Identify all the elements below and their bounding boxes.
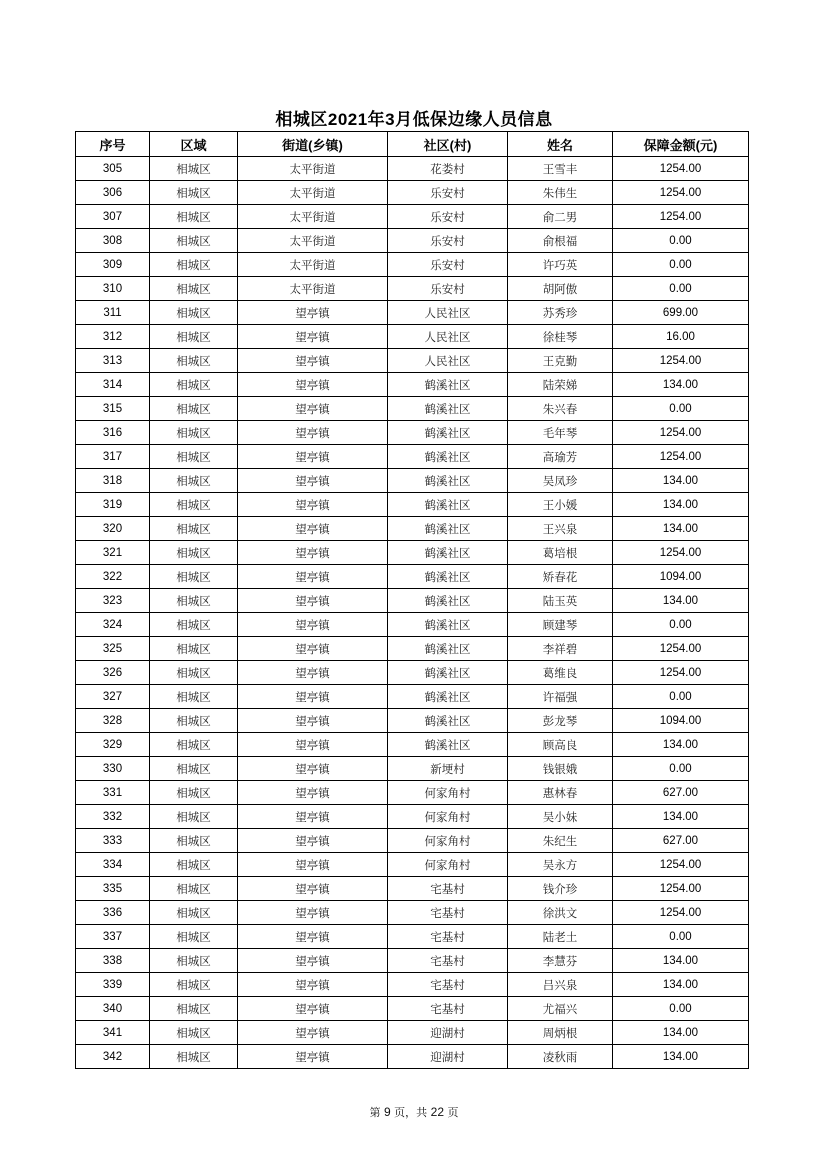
cell-street: 望亭镇 [238,517,388,541]
cell-amount: 1094.00 [613,565,749,589]
cell-name: 葛维良 [508,661,613,685]
cell-district: 相城区 [150,757,238,781]
cell-amount: 134.00 [613,469,749,493]
cell-amount: 0.00 [613,229,749,253]
cell-community: 何家角村 [388,781,508,805]
cell-street: 望亭镇 [238,301,388,325]
cell-community: 宅基村 [388,973,508,997]
cell-district: 相城区 [150,877,238,901]
cell-district: 相城区 [150,1045,238,1069]
roster-table [75,131,749,1069]
table-row [76,901,749,925]
cell-street: 太平街道 [238,181,388,205]
cell-district: 相城区 [150,181,238,205]
table-header-row [76,132,749,157]
cell-index: 307 [76,205,150,229]
cell-amount: 1254.00 [613,877,749,901]
table-row [76,325,749,349]
column-header-community: 社区(村) [388,132,508,157]
cell-community: 鹤溪社区 [388,397,508,421]
cell-name: 苏秀珍 [508,301,613,325]
cell-index: 310 [76,277,150,301]
cell-street: 望亭镇 [238,661,388,685]
cell-name: 凌秋雨 [508,1045,613,1069]
cell-amount: 699.00 [613,301,749,325]
cell-index: 335 [76,877,150,901]
cell-district: 相城区 [150,973,238,997]
cell-index: 333 [76,829,150,853]
cell-index: 316 [76,421,150,445]
cell-district: 相城区 [150,229,238,253]
table-row [76,469,749,493]
cell-community: 宅基村 [388,877,508,901]
cell-amount: 627.00 [613,829,749,853]
cell-street: 太平街道 [238,253,388,277]
cell-index: 318 [76,469,150,493]
cell-district: 相城区 [150,1021,238,1045]
cell-amount: 1254.00 [613,157,749,181]
cell-amount: 1094.00 [613,709,749,733]
cell-index: 328 [76,709,150,733]
cell-name: 王克勤 [508,349,613,373]
cell-amount: 0.00 [613,397,749,421]
table-row [76,925,749,949]
cell-name: 徐桂琴 [508,325,613,349]
table-row [76,157,749,181]
cell-amount: 134.00 [613,493,749,517]
cell-district: 相城区 [150,325,238,349]
cell-street: 望亭镇 [238,781,388,805]
cell-index: 323 [76,589,150,613]
cell-amount: 134.00 [613,517,749,541]
cell-name: 许巧英 [508,253,613,277]
cell-amount: 0.00 [613,685,749,709]
cell-amount: 134.00 [613,1021,749,1045]
cell-district: 相城区 [150,925,238,949]
cell-amount: 0.00 [613,253,749,277]
cell-index: 327 [76,685,150,709]
column-header-amount: 保障金额(元) [613,132,749,157]
cell-district: 相城区 [150,349,238,373]
cell-name: 朱纪生 [508,829,613,853]
cell-name: 钱介珍 [508,877,613,901]
cell-district: 相城区 [150,901,238,925]
cell-community: 鹤溪社区 [388,733,508,757]
cell-name: 朱兴春 [508,397,613,421]
cell-amount: 0.00 [613,757,749,781]
table-row [76,637,749,661]
cell-community: 宅基村 [388,925,508,949]
cell-street: 望亭镇 [238,757,388,781]
cell-index: 306 [76,181,150,205]
cell-index: 331 [76,781,150,805]
cell-amount: 134.00 [613,1045,749,1069]
cell-name: 俞根福 [508,229,613,253]
page-total: 22 [430,1105,445,1119]
cell-community: 鹤溪社区 [388,541,508,565]
cell-index: 329 [76,733,150,757]
cell-district: 相城区 [150,949,238,973]
cell-amount: 1254.00 [613,853,749,877]
cell-community: 何家角村 [388,805,508,829]
cell-street: 望亭镇 [238,853,388,877]
cell-community: 新埂村 [388,757,508,781]
cell-amount: 134.00 [613,733,749,757]
cell-street: 太平街道 [238,229,388,253]
cell-street: 望亭镇 [238,421,388,445]
page-middle: 页，共 [394,1106,428,1119]
cell-index: 324 [76,613,150,637]
page-prefix: 第 [369,1106,381,1119]
cell-street: 望亭镇 [238,1021,388,1045]
cell-community: 宅基村 [388,949,508,973]
cell-street: 望亭镇 [238,541,388,565]
cell-amount: 1254.00 [613,421,749,445]
cell-index: 332 [76,805,150,829]
cell-district: 相城区 [150,445,238,469]
table-row [76,253,749,277]
table-row [76,445,749,469]
cell-index: 312 [76,325,150,349]
cell-street: 望亭镇 [238,589,388,613]
table-row [76,349,749,373]
cell-community: 人民社区 [388,325,508,349]
cell-street: 太平街道 [238,157,388,181]
cell-amount: 1254.00 [613,661,749,685]
cell-name: 王兴泉 [508,517,613,541]
cell-district: 相城区 [150,829,238,853]
cell-community: 鹤溪社区 [388,685,508,709]
cell-index: 305 [76,157,150,181]
cell-community: 宅基村 [388,997,508,1021]
page-title: 相城区2021年3月低保边缘人员信息 [275,110,553,129]
table-row [76,205,749,229]
cell-street: 太平街道 [238,205,388,229]
cell-name: 王小媛 [508,493,613,517]
cell-name: 俞二男 [508,205,613,229]
cell-amount: 1254.00 [613,205,749,229]
cell-amount: 134.00 [613,973,749,997]
table-row [76,181,749,205]
cell-amount: 134.00 [613,805,749,829]
cell-street: 望亭镇 [238,829,388,853]
cell-street: 望亭镇 [238,397,388,421]
cell-amount: 1254.00 [613,349,749,373]
cell-community: 鹤溪社区 [388,469,508,493]
cell-name: 吴凤珍 [508,469,613,493]
cell-community: 鹤溪社区 [388,565,508,589]
cell-district: 相城区 [150,733,238,757]
cell-index: 336 [76,901,150,925]
table-row [76,229,749,253]
cell-community: 鹤溪社区 [388,613,508,637]
table-row [76,709,749,733]
cell-amount: 0.00 [613,613,749,637]
cell-amount: 16.00 [613,325,749,349]
cell-name: 吕兴泉 [508,973,613,997]
cell-street: 望亭镇 [238,1045,388,1069]
table-row [76,301,749,325]
cell-community: 迎湖村 [388,1021,508,1045]
table-row [76,661,749,685]
cell-amount: 1254.00 [613,181,749,205]
cell-name: 徐洪文 [508,901,613,925]
cell-amount: 1254.00 [613,637,749,661]
table-row [76,397,749,421]
cell-index: 341 [76,1021,150,1045]
cell-district: 相城区 [150,661,238,685]
cell-district: 相城区 [150,253,238,277]
cell-community: 乐安村 [388,229,508,253]
table-row [76,421,749,445]
table-row [76,517,749,541]
cell-index: 325 [76,637,150,661]
cell-street: 望亭镇 [238,493,388,517]
cell-district: 相城区 [150,517,238,541]
cell-street: 太平街道 [238,277,388,301]
cell-index: 326 [76,661,150,685]
cell-district: 相城区 [150,781,238,805]
cell-index: 334 [76,853,150,877]
table-row [76,757,749,781]
table-row [76,373,749,397]
cell-street: 望亭镇 [238,373,388,397]
cell-district: 相城区 [150,589,238,613]
cell-amount: 1254.00 [613,445,749,469]
table-row [76,277,749,301]
cell-street: 望亭镇 [238,973,388,997]
cell-name: 朱伟生 [508,181,613,205]
cell-street: 望亭镇 [238,925,388,949]
cell-district: 相城区 [150,565,238,589]
cell-street: 望亭镇 [238,613,388,637]
cell-amount: 627.00 [613,781,749,805]
cell-district: 相城区 [150,469,238,493]
cell-district: 相城区 [150,613,238,637]
cell-street: 望亭镇 [238,901,388,925]
column-header-name: 姓名 [508,132,613,157]
cell-name: 胡阿傲 [508,277,613,301]
column-header-index: 序号 [76,132,150,157]
cell-community: 鹤溪社区 [388,517,508,541]
cell-name: 周炳根 [508,1021,613,1045]
cell-community: 迎湖村 [388,1045,508,1069]
cell-name: 高瑜芳 [508,445,613,469]
table-body [76,157,749,1069]
cell-name: 吴永方 [508,853,613,877]
table-row [76,1045,749,1069]
cell-street: 望亭镇 [238,877,388,901]
table-row [76,541,749,565]
cell-name: 陆老土 [508,925,613,949]
cell-community: 鹤溪社区 [388,493,508,517]
cell-name: 惠林春 [508,781,613,805]
cell-street: 望亭镇 [238,997,388,1021]
cell-name: 彭龙琴 [508,709,613,733]
cell-street: 望亭镇 [238,349,388,373]
cell-district: 相城区 [150,373,238,397]
cell-street: 望亭镇 [238,325,388,349]
cell-community: 鹤溪社区 [388,637,508,661]
cell-street: 望亭镇 [238,637,388,661]
page-footer [0,1104,828,1120]
column-header-street: 街道(乡镇) [238,132,388,157]
cell-community: 人民社区 [388,349,508,373]
cell-name: 毛年琴 [508,421,613,445]
table-row [76,805,749,829]
cell-index: 330 [76,757,150,781]
cell-amount: 0.00 [613,997,749,1021]
cell-index: 321 [76,541,150,565]
cell-name: 尤福兴 [508,997,613,1021]
cell-community: 鹤溪社区 [388,589,508,613]
cell-index: 338 [76,949,150,973]
cell-index: 319 [76,493,150,517]
cell-community: 鹤溪社区 [388,709,508,733]
cell-index: 315 [76,397,150,421]
cell-index: 313 [76,349,150,373]
cell-community: 花娄村 [388,157,508,181]
cell-name: 王雪丰 [508,157,613,181]
cell-district: 相城区 [150,277,238,301]
cell-amount: 134.00 [613,373,749,397]
table-row [76,949,749,973]
cell-district: 相城区 [150,301,238,325]
cell-community: 人民社区 [388,301,508,325]
cell-community: 鹤溪社区 [388,373,508,397]
table-row [76,685,749,709]
cell-district: 相城区 [150,397,238,421]
cell-street: 望亭镇 [238,565,388,589]
table-row [76,781,749,805]
cell-index: 337 [76,925,150,949]
table-row [76,493,749,517]
page-suffix: 页 [447,1106,459,1119]
table-row [76,997,749,1021]
cell-amount: 0.00 [613,277,749,301]
cell-community: 宅基村 [388,901,508,925]
table-row [76,829,749,853]
cell-name: 顾高良 [508,733,613,757]
cell-index: 317 [76,445,150,469]
cell-name: 李慧芬 [508,949,613,973]
cell-name: 李祥碧 [508,637,613,661]
cell-name: 陆玉英 [508,589,613,613]
table-row [76,877,749,901]
cell-index: 309 [76,253,150,277]
cell-street: 望亭镇 [238,805,388,829]
cell-district: 相城区 [150,421,238,445]
cell-name: 陆荣娣 [508,373,613,397]
cell-amount: 1254.00 [613,901,749,925]
cell-street: 望亭镇 [238,685,388,709]
cell-community: 乐安村 [388,205,508,229]
cell-amount: 134.00 [613,949,749,973]
cell-community: 乐安村 [388,253,508,277]
cell-community: 乐安村 [388,277,508,301]
cell-name: 葛培根 [508,541,613,565]
cell-index: 314 [76,373,150,397]
table-row [76,853,749,877]
cell-name: 矫春花 [508,565,613,589]
cell-index: 339 [76,973,150,997]
cell-district: 相城区 [150,157,238,181]
table-row [76,1021,749,1045]
cell-name: 许福强 [508,685,613,709]
column-header-district: 区域 [150,132,238,157]
cell-street: 望亭镇 [238,469,388,493]
table-row [76,733,749,757]
page-current: 9 [383,1105,391,1119]
cell-community: 鹤溪社区 [388,421,508,445]
cell-district: 相城区 [150,853,238,877]
cell-community: 鹤溪社区 [388,661,508,685]
cell-community: 何家角村 [388,853,508,877]
table-row [76,973,749,997]
cell-name: 吴小妹 [508,805,613,829]
cell-street: 望亭镇 [238,445,388,469]
cell-index: 342 [76,1045,150,1069]
cell-street: 望亭镇 [238,949,388,973]
cell-name: 钱银娥 [508,757,613,781]
cell-district: 相城区 [150,637,238,661]
cell-index: 320 [76,517,150,541]
table-row [76,565,749,589]
cell-district: 相城区 [150,685,238,709]
cell-index: 340 [76,997,150,1021]
cell-district: 相城区 [150,997,238,1021]
cell-index: 322 [76,565,150,589]
cell-district: 相城区 [150,709,238,733]
cell-street: 望亭镇 [238,709,388,733]
cell-amount: 134.00 [613,589,749,613]
table-row [76,589,749,613]
cell-district: 相城区 [150,205,238,229]
cell-district: 相城区 [150,541,238,565]
cell-amount: 1254.00 [613,541,749,565]
cell-name: 顾建琴 [508,613,613,637]
cell-street: 望亭镇 [238,733,388,757]
cell-index: 308 [76,229,150,253]
table-row [76,613,749,637]
cell-index: 311 [76,301,150,325]
cell-district: 相城区 [150,493,238,517]
cell-district: 相城区 [150,805,238,829]
cell-community: 乐安村 [388,181,508,205]
cell-amount: 0.00 [613,925,749,949]
cell-community: 鹤溪社区 [388,445,508,469]
cell-community: 何家角村 [388,829,508,853]
